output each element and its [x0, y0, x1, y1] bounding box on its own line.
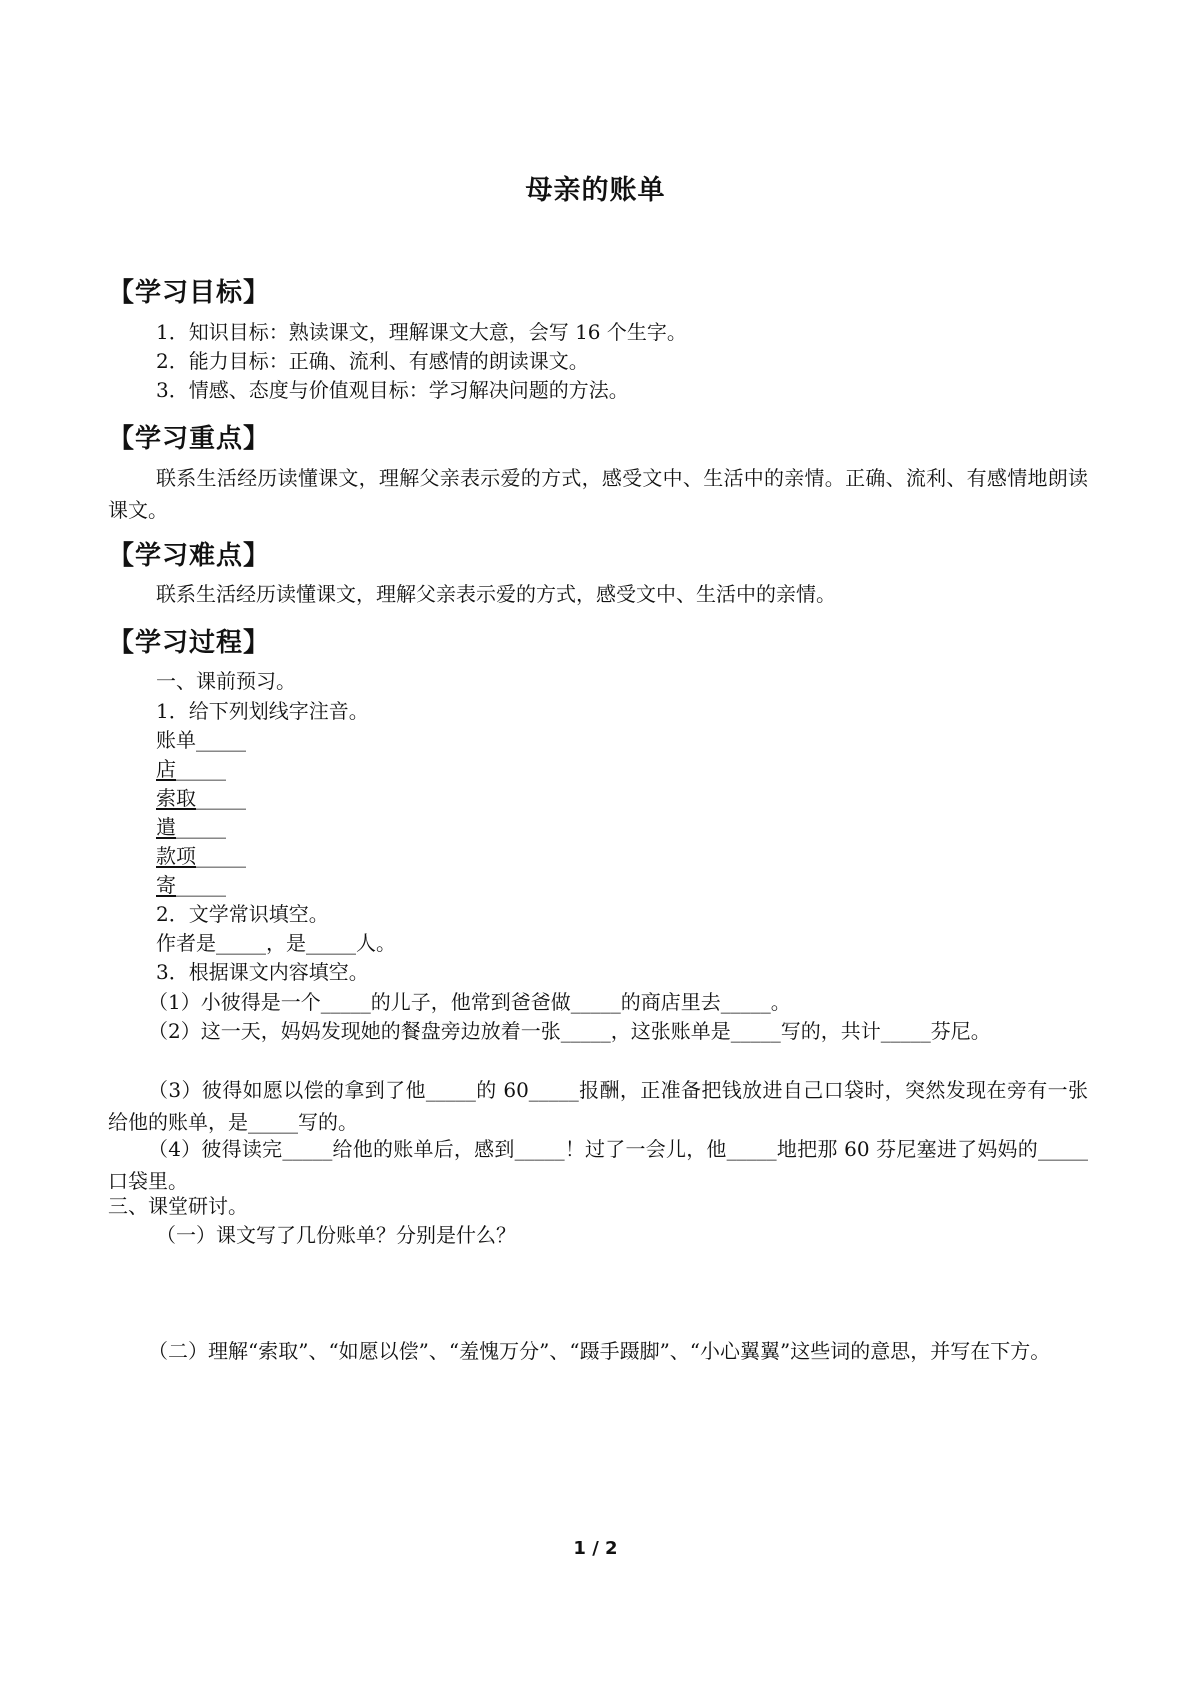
answer-blank[interactable]: _____ [176, 815, 226, 839]
key-points-text: 联系生活经历读懂课文，理解父亲表示爱的方式，感受文中、生活中的亲情。正确、流利、有感情地朗读课文。 [108, 466, 1088, 522]
class-question: （二）理解“索取”、“如愿以偿”、“羞愧万分”、“蹑手蹑脚”、“小心翼翼”这些词的意思，并写在下方。 [148, 1339, 1051, 1363]
difficulties-heading: 【学习难点】 [108, 541, 271, 571]
q1-title: 1．给下列划线字注音。 [156, 699, 369, 723]
pinyin-item [156, 725, 246, 755]
q3-item: （1）小彼得是一个_____的儿子，他常到爸爸做_____的商店里去_____。 [148, 990, 791, 1014]
page-number: 1 / 2 [573, 1538, 618, 1559]
class-question: （一）课文写了几份账单？分别是什么？ [156, 1223, 516, 1247]
key-points-heading: 【学习重点】 [108, 424, 271, 454]
q2-title: 2．文学常识填空。 [156, 902, 329, 926]
answer-blank[interactable]: _____ [176, 757, 226, 781]
preview-title: 一、课前预习。 [156, 669, 296, 693]
q3-title: 3．根据课文内容填空。 [156, 960, 369, 984]
pinyin-word: 遣 [156, 815, 176, 839]
document-title: 母亲的账单 [525, 175, 666, 206]
pinyin-item [156, 841, 246, 871]
pinyin-word: 店 [156, 757, 176, 781]
q3-item: （2）这一天，妈妈发现她的餐盘旁边放着一张_____，这张账单是_____写的，共计_____芬尼。 [148, 1019, 991, 1043]
answer-blank[interactable]: _____ [196, 786, 246, 810]
pinyin-item [156, 783, 246, 813]
answer-blank[interactable]: _____ [196, 728, 246, 752]
answer-blank[interactable]: _____ [196, 844, 246, 868]
objectives-heading: 【学习目标】 [108, 278, 271, 308]
objective-item: 3．情感、态度与价值观目标：学习解决问题的方法。 [156, 378, 629, 402]
class-title: 三、课堂研讨。 [108, 1194, 248, 1218]
q3-item: （4）彼得读完_____给他的账单后，感到_____！过了一会儿，他_____地把那 60 芬尼塞进了妈妈的_____口袋里。 [108, 1137, 1088, 1193]
q2-text: 作者是_____，是_____人。 [156, 931, 396, 955]
difficulties-text: 联系生活经历读懂课文，理解父亲表示爱的方式，感受文中、生活中的亲情。 [156, 582, 836, 606]
pinyin-item [156, 870, 226, 900]
pinyin-word: 款项 [156, 844, 196, 868]
q3-item: （3）彼得如愿以偿的拿到了他_____的 60_____报酬，正准备把钱放进自己口袋时，突然发现在旁有一张给他的账单，是_____写的。 [108, 1078, 1088, 1134]
pinyin-word: 索取 [156, 786, 196, 810]
process-heading: 【学习过程】 [108, 628, 271, 658]
pinyin-word: 寄 [156, 873, 176, 897]
pinyin-item [156, 812, 226, 842]
answer-blank[interactable]: _____ [176, 873, 226, 897]
objective-item: 2．能力目标：正确、流利、有感情的朗读课文。 [156, 349, 589, 373]
pinyin-word: 账单 [156, 728, 196, 752]
pinyin-item [156, 754, 226, 784]
objective-item: 1．知识目标：熟读课文，理解课文大意，会写 16 个生字。 [156, 320, 687, 344]
